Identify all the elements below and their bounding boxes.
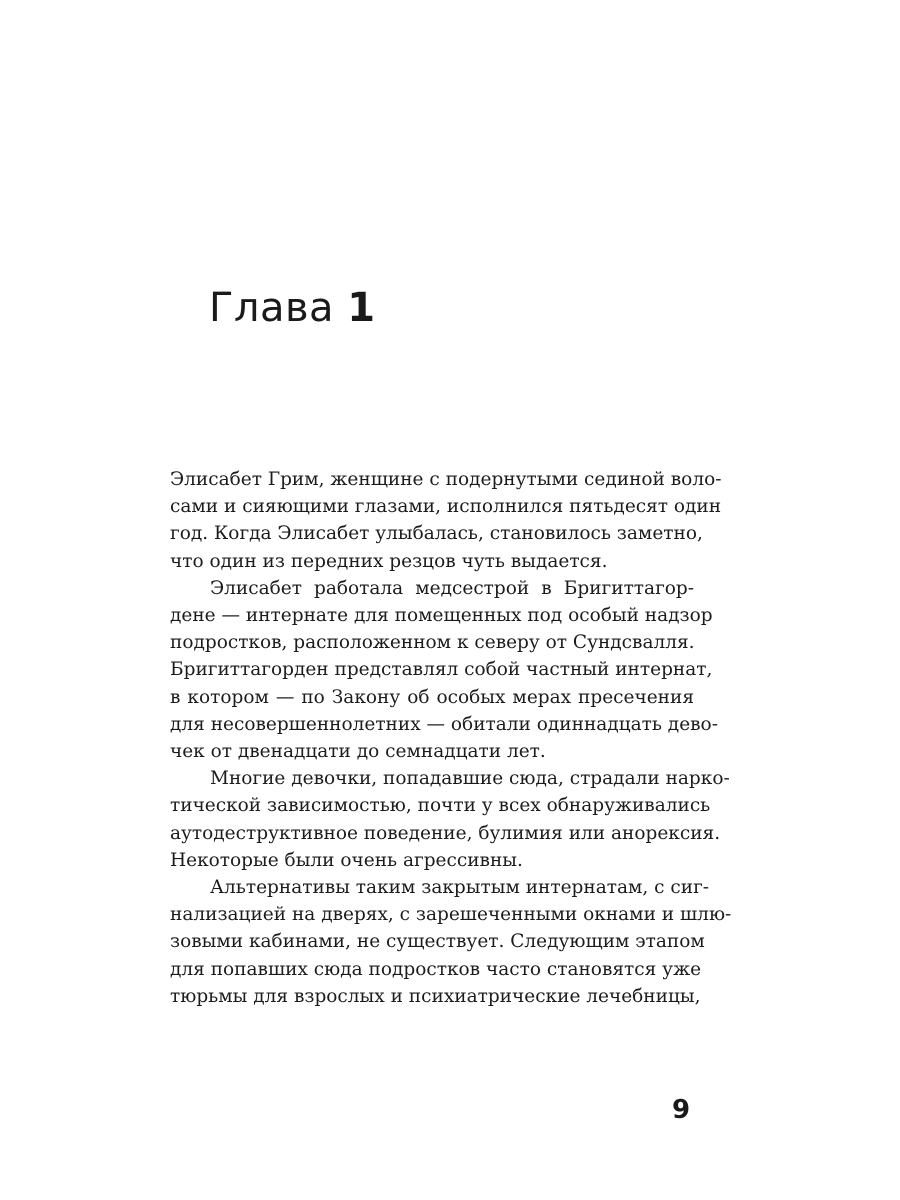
text-line: Многие девочки, попадавшие сюда, страдали нарко- xyxy=(210,768,730,790)
paragraph-1 xyxy=(170,466,722,575)
body-text xyxy=(170,466,732,1010)
text-line: в котором — по Закону об особых мерах пресечения xyxy=(170,686,694,708)
text-line: Элисабет Грим, женщине с подернутыми сединой воло- xyxy=(170,469,722,490)
paragraph-3 xyxy=(170,765,730,874)
text-line: зовыми кабинами, не существует. Следующим этапом xyxy=(170,931,705,953)
text-line: Альтернативы таким закрытым интернатам, с сиг- xyxy=(210,877,710,899)
text-line: сами и сияющими глазами, исполнился пятьдесят один xyxy=(170,496,722,518)
chapter-number: 1 xyxy=(347,285,376,331)
chapter-title xyxy=(209,285,376,331)
paragraph-4 xyxy=(170,874,732,1010)
page-number: 9 xyxy=(672,1095,691,1125)
text-line: Некоторые были очень агрессивны. xyxy=(170,849,523,871)
text-line: для несовершеннолетних — обитали одиннадцать дево- xyxy=(170,713,718,735)
text-line: год. Когда Элисабет улыбалась, становилось заметно, xyxy=(170,523,703,545)
text-line: что один из передних резцов чуть выдается. xyxy=(170,550,608,572)
text-line: дене — интернате для помещенных под особый надзор xyxy=(170,605,713,627)
text-line: тической зависимостью, почти у всех обнаруживались xyxy=(170,795,711,817)
chapter-word: Глава xyxy=(209,285,335,331)
text-line: подростков, расположенном к северу от Сундсвалля. xyxy=(170,632,695,654)
text-line: чек от двенадцати до семнадцати лет. xyxy=(170,741,546,763)
text-line: аутодеструктивное поведение, булимия или анорексия. xyxy=(170,822,721,844)
text-line: тюрьмы для взрослых и психиатрические лечебницы, xyxy=(170,985,701,1007)
text-line: Элисабет работала медсестрой в Бригиттагор- xyxy=(210,577,694,599)
text-line: Бригиттагорден представлял собой частный интернат, xyxy=(170,659,713,681)
text-line: нализацией на дверях, с зарешеченными окнами и шлю- xyxy=(170,904,732,926)
text-line: для попавших сюда подростков часто становятся уже xyxy=(170,958,702,980)
paragraph-2 xyxy=(170,575,718,765)
